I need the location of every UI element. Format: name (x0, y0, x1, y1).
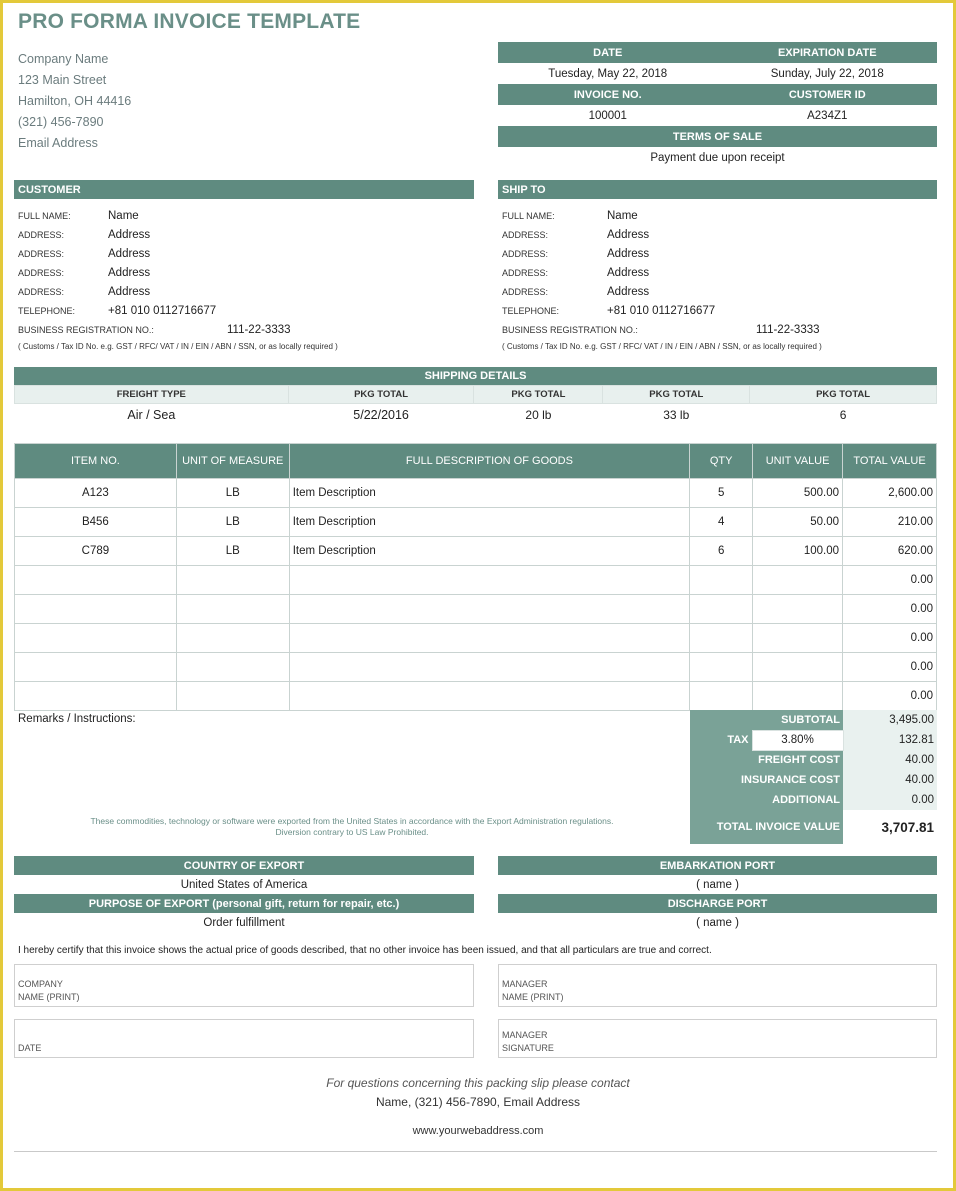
company-name: Company Name (18, 52, 109, 66)
item-unit-value-cell[interactable] (753, 566, 843, 595)
subtotal-label: SUBTOTAL (690, 710, 843, 730)
item-description-cell[interactable] (289, 653, 690, 682)
shipping-col-freight-type: FREIGHT TYPE (15, 386, 289, 404)
item-item-no-cell[interactable] (15, 595, 177, 624)
sig-date-label: DATE (18, 1043, 42, 1053)
ship-address-2: Address (607, 247, 650, 260)
customer-brn: 111-22-3333 (227, 323, 291, 336)
insurance-label: INSURANCE COST (690, 770, 843, 790)
item-item-no-cell[interactable]: C789 (15, 537, 177, 566)
item-qty-cell[interactable] (690, 653, 753, 682)
item-qty-cell[interactable]: 5 (690, 479, 753, 508)
item-unit-value-cell[interactable] (753, 624, 843, 653)
purpose-export-label: PURPOSE OF EXPORT (personal gift, return for repair, etc.) (14, 894, 474, 913)
subtotal-row (690, 710, 937, 730)
discharge-port-label: DISCHARGE PORT (498, 894, 937, 913)
tax-row (690, 730, 937, 750)
ship-brn-label: BUSINESS REGISTRATION NO.: (502, 324, 638, 335)
sig-company-label: COMPANY (18, 979, 63, 989)
customer-fields (18, 206, 478, 353)
item-qty-cell[interactable]: 4 (690, 508, 753, 537)
item-total-value-cell[interactable]: 210.00 (843, 508, 937, 537)
ship-address-3: Address (607, 266, 650, 279)
item-item-no-cell[interactable] (15, 566, 177, 595)
footer-divider (14, 1151, 937, 1152)
item-item-no-cell[interactable] (15, 624, 177, 653)
customer-address-label: ADDRESS: (18, 267, 65, 278)
shipping-col-pkg-total: PKG TOTAL (288, 386, 474, 404)
certification-text: I hereby certify that this invoice shows the actual price of goods described, that no other invoice has been issued, and that all particulars are true and correct. (18, 945, 712, 956)
export-notice-line-1: These commodities, technology or software were exported from the United States in accordance with the Export Administration regulations. (90, 816, 614, 826)
customer-telephone-label: TELEPHONE: (18, 305, 76, 316)
item-total-value-cell[interactable]: 0.00 (843, 595, 937, 624)
item-row (15, 653, 937, 682)
item-row (15, 682, 937, 711)
item-description-cell[interactable] (289, 624, 690, 653)
ship-to-header: SHIP TO (498, 180, 937, 199)
item-description-cell[interactable]: Item Description (289, 537, 690, 566)
shipping-col-pkg-total: PKG TOTAL (750, 386, 937, 404)
item-total-value-cell[interactable]: 0.00 (843, 682, 937, 711)
page-title: PRO FORMA INVOICE TEMPLATE (18, 10, 361, 33)
meta-header-row-1 (498, 42, 937, 63)
item-total-value-cell[interactable]: 0.00 (843, 624, 937, 653)
company-phone: (321) 456-7890 (18, 115, 104, 129)
company-street: 123 Main Street (18, 73, 107, 87)
ship-full-name: Name (607, 209, 638, 222)
embarkation-port-value: ( name ) (696, 878, 739, 891)
item-total-value-cell[interactable]: 620.00 (843, 537, 937, 566)
items-header-row (15, 444, 937, 479)
shipping-header: SHIPPING DETAILS (14, 367, 937, 385)
total-row (690, 810, 937, 844)
shipping-pkg-date: 5/22/2016 (353, 407, 409, 422)
ship-address-1: Address (607, 228, 650, 241)
sig-signature-label: SIGNATURE (502, 1043, 554, 1053)
item-description-cell[interactable] (289, 566, 690, 595)
ship-brn: 111-22-3333 (756, 323, 820, 336)
tax-label: TAX (690, 730, 752, 750)
date-label: DATE (498, 47, 718, 59)
expiration-label: EXPIRATION DATE (718, 47, 938, 59)
freight-row (690, 750, 937, 770)
export-left (14, 856, 474, 932)
item-description-cell[interactable]: Item Description (289, 479, 690, 508)
shipping-pkg-weight-1: 20 lb (525, 407, 552, 422)
company-info (18, 49, 131, 154)
shipping-table (14, 385, 937, 426)
item-qty-cell[interactable] (690, 595, 753, 624)
col-unit-of-measure: UNIT OF MEASURE (176, 444, 289, 479)
customer-address-4: Address (108, 285, 151, 298)
customer-address-1: Address (108, 228, 151, 241)
customer-address-2: Address (108, 247, 151, 260)
item-unit-value-cell[interactable] (753, 682, 843, 711)
tax-rate: 3.80% (752, 730, 843, 750)
ship-to-section (498, 180, 937, 199)
item-row (15, 595, 937, 624)
footer-question: For questions concerning this packing slip please contact (326, 1076, 630, 1090)
tax-value: 132.81 (843, 730, 937, 750)
item-row (15, 624, 937, 653)
ship-to-fields (502, 206, 941, 353)
items-body (15, 479, 937, 711)
items-table (14, 443, 937, 711)
manager-name-signature-box[interactable] (498, 964, 937, 1007)
customer-brn-label: BUSINESS REGISTRATION NO.: (18, 324, 154, 335)
invoice-no-label: INVOICE NO. (498, 89, 718, 101)
date-value: Tuesday, May 22, 2018 (548, 67, 668, 80)
item-item-no-cell[interactable]: A123 (15, 479, 177, 508)
totals-table (690, 710, 937, 844)
item-item-no-cell[interactable] (15, 682, 177, 711)
invoice-page (3, 3, 953, 1188)
company-city: Hamilton, OH 44416 (18, 94, 132, 108)
customer-address-label: ADDRESS: (18, 229, 65, 240)
item-unit-value-cell[interactable]: 100.00 (753, 537, 843, 566)
item-unit-of-measure-cell[interactable] (176, 653, 289, 682)
freight-label: FREIGHT COST (690, 750, 843, 770)
ship-address-4: Address (607, 285, 650, 298)
col-total-value: TOTAL VALUE (843, 444, 937, 479)
col-description: FULL DESCRIPTION OF GOODS (289, 444, 690, 479)
customer-id-label: CUSTOMER ID (718, 89, 938, 101)
col-qty: QTY (690, 444, 753, 479)
sig-manager-name-print-label: NAME (PRINT) (502, 992, 564, 1002)
ship-brn-note: ( Customs / Tax ID No. e.g. GST / RFC/ VAT / IN / EIN / ABN / SSN, or as locally required ) (502, 341, 822, 351)
export-notice-line-2: Diversion contrary to US Law Prohibited. (275, 827, 429, 837)
customer-full-name: Name (108, 209, 139, 222)
sig-manager-sig-label: MANAGER (502, 1030, 548, 1040)
export-right (498, 856, 937, 932)
item-unit-value-cell[interactable] (753, 595, 843, 624)
shipping-header-row (15, 386, 937, 404)
ship-address-label: ADDRESS: (502, 286, 549, 297)
manager-signature-box[interactable] (498, 1019, 937, 1058)
shipping-freight-type: Air / Sea (127, 407, 176, 422)
purpose-export-value: Order fulfillment (203, 916, 285, 929)
date-signature-box[interactable] (14, 1019, 474, 1058)
customer-section (14, 180, 474, 199)
subtotal-value: 3,495.00 (843, 710, 937, 730)
item-description-cell[interactable] (289, 682, 690, 711)
item-unit-of-measure-cell[interactable] (176, 624, 289, 653)
additional-value: 0.00 (843, 790, 937, 810)
insurance-value: 40.00 (843, 770, 937, 790)
total-label: TOTAL INVOICE VALUE (690, 810, 843, 844)
ship-full-name-label: FULL NAME: (502, 210, 555, 221)
customer-header: CUSTOMER (14, 180, 474, 199)
shipping-col-pkg-total: PKG TOTAL (603, 386, 750, 404)
shipping-value-row (15, 404, 937, 426)
item-description-cell[interactable] (289, 595, 690, 624)
item-unit-of-measure-cell[interactable] (176, 682, 289, 711)
item-row (15, 537, 937, 566)
insurance-row (690, 770, 937, 790)
terms-value: Payment due upon receipt (650, 151, 785, 164)
item-row (15, 479, 937, 508)
customer-full-name-label: FULL NAME: (18, 210, 71, 221)
discharge-port-value: ( name ) (696, 916, 739, 929)
meta-header-row-2 (498, 84, 937, 105)
shipping-pkg-count: 6 (839, 407, 847, 422)
item-unit-of-measure-cell[interactable]: LB (176, 508, 289, 537)
meta-value-row-2 (498, 105, 937, 126)
item-unit-of-measure-cell[interactable] (176, 566, 289, 595)
customer-address-label: ADDRESS: (18, 248, 65, 259)
additional-label: ADDITIONAL (690, 790, 843, 810)
export-notice (14, 816, 690, 838)
item-description-cell[interactable]: Item Description (289, 508, 690, 537)
customer-telephone: +81 010 0112716677 (108, 304, 217, 317)
item-row (15, 508, 937, 537)
ship-address-label: ADDRESS: (502, 248, 549, 259)
item-qty-cell[interactable] (690, 682, 753, 711)
country-export-value: United States of America (180, 878, 308, 891)
meta-value-row-1 (498, 63, 937, 84)
item-unit-value-cell[interactable] (753, 653, 843, 682)
ship-telephone: +81 010 0112716677 (607, 304, 716, 317)
col-item-no: ITEM NO. (15, 444, 177, 479)
shipping-pkg-weight-2: 33 lb (663, 407, 690, 422)
customer-address-label: ADDRESS: (18, 286, 65, 297)
shipping-col-pkg-total: PKG TOTAL (474, 386, 603, 404)
item-total-value-cell[interactable]: 0.00 (843, 566, 937, 595)
company-name-signature-box[interactable] (14, 964, 474, 1007)
item-unit-of-measure-cell[interactable]: LB (176, 537, 289, 566)
total-value: 3,707.81 (843, 810, 937, 844)
customer-brn-note: ( Customs / Tax ID No. e.g. GST / RFC/ VAT / IN / EIN / ABN / SSN, or as locally required ) (18, 341, 338, 351)
embarkation-port-label: EMBARKATION PORT (498, 856, 937, 875)
freight-value: 40.00 (843, 750, 937, 770)
company-email: Email Address (18, 136, 98, 150)
ship-address-label: ADDRESS: (502, 267, 549, 278)
item-unit-value-cell[interactable]: 500.00 (753, 479, 843, 508)
expiration-value: Sunday, July 22, 2018 (770, 67, 884, 80)
item-qty-cell[interactable] (690, 624, 753, 653)
customer-address-3: Address (108, 266, 151, 279)
customer-id-value: A234Z1 (807, 109, 848, 122)
item-item-no-cell[interactable] (15, 653, 177, 682)
footer-web[interactable]: www.yourwebaddress.com (412, 1125, 544, 1137)
footer-contact: Name, (321) 456-7890, Email Address (375, 1095, 581, 1109)
ship-telephone-label: TELEPHONE: (502, 305, 560, 316)
terms-label: TERMS OF SALE (498, 126, 937, 147)
additional-row (690, 790, 937, 810)
item-unit-of-measure-cell[interactable]: LB (176, 479, 289, 508)
item-unit-value-cell[interactable]: 50.00 (753, 508, 843, 537)
invoice-meta (498, 42, 937, 168)
country-export-label: COUNTRY OF EXPORT (14, 856, 474, 875)
remarks-label: Remarks / Instructions: (18, 713, 136, 725)
item-item-no-cell[interactable]: B456 (15, 508, 177, 537)
item-qty-cell[interactable]: 6 (690, 537, 753, 566)
item-unit-of-measure-cell[interactable] (176, 595, 289, 624)
item-row (15, 566, 937, 595)
item-total-value-cell[interactable]: 0.00 (843, 653, 937, 682)
ship-address-label: ADDRESS: (502, 229, 549, 240)
sig-name-print-label: NAME (PRINT) (18, 992, 80, 1002)
shipping-details (14, 367, 937, 426)
sig-manager-label: MANAGER (502, 979, 548, 989)
item-qty-cell[interactable] (690, 566, 753, 595)
col-unit-value: UNIT VALUE (753, 444, 843, 479)
item-total-value-cell[interactable]: 2,600.00 (843, 479, 937, 508)
invoice-no-value: 100001 (588, 109, 627, 122)
